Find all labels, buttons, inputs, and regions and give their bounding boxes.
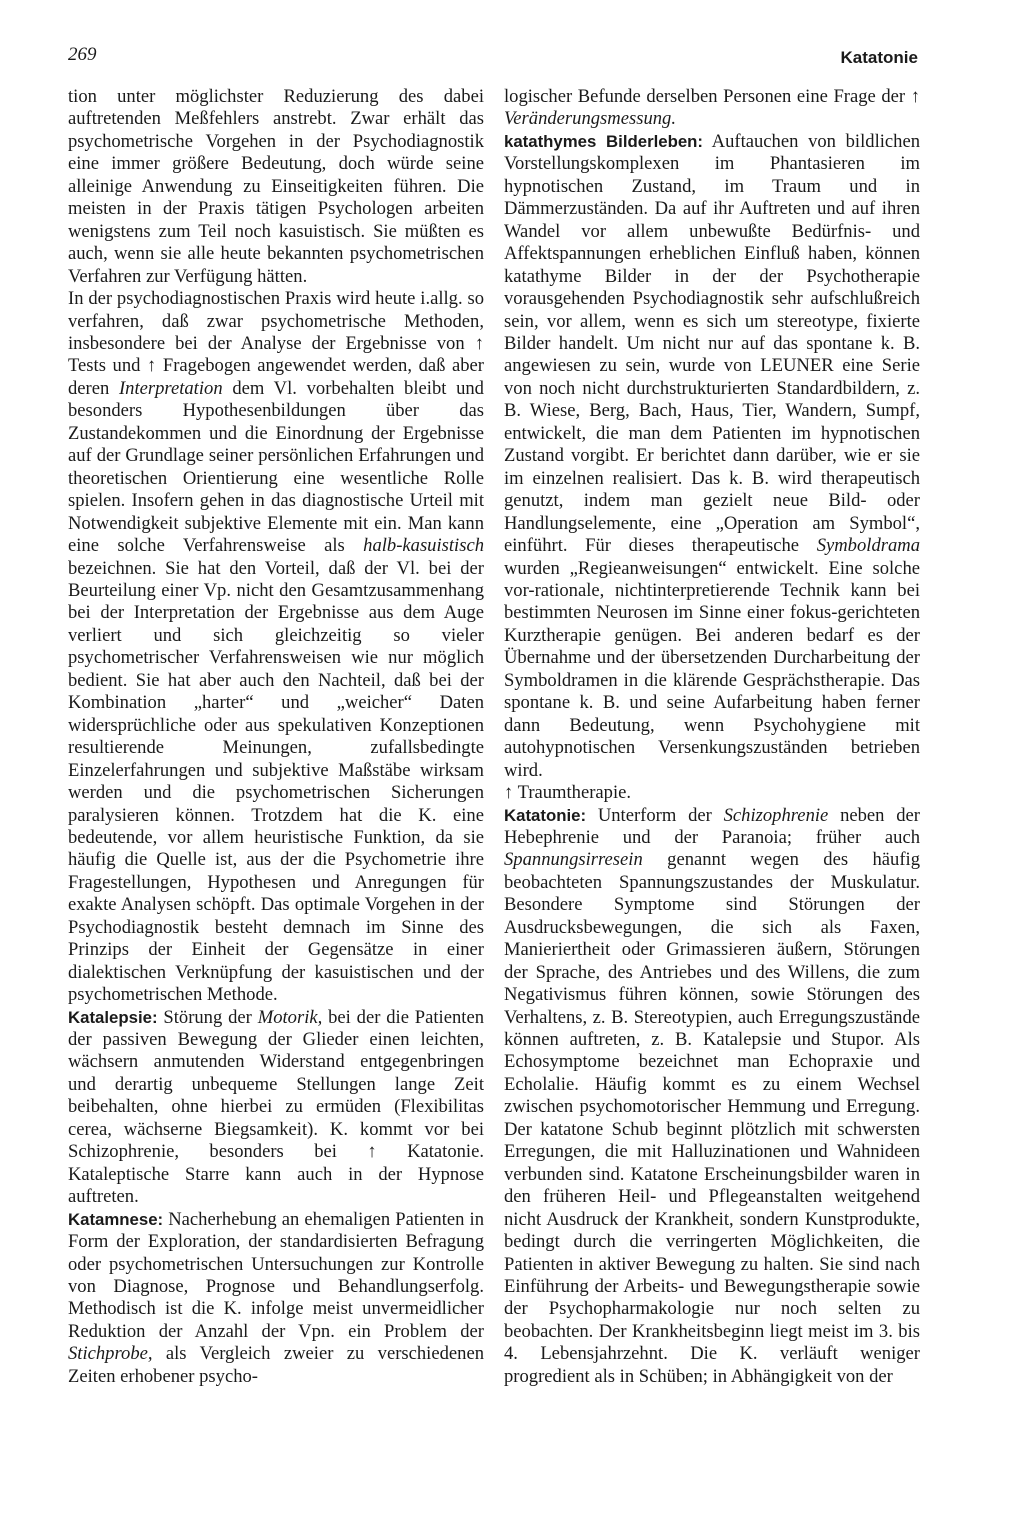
lemma-katatonie: Katatonie: [504,805,587,825]
term-spannungsirresein: Spannungsirresein [504,849,643,871]
text-run: als Vergleich zweier zu verschiedenen Zeiten erhobener psycho- [68,1343,484,1387]
term-veraenderungsmessung: Veränderungsmessung. [504,108,676,130]
text-run: In der psychodiagnostischen Praxis wird heute i.allg. so verfahren, daß zwar psychometrische Methoden, insbesondere bei der Analyse der Ergebnisse von ↑ Tests und ↑ Fragebogen angewendet werden, daß aber deren [68,288,484,399]
text-run: wurden „Regieanweisungen“ entwickelt. Eine solche vor-rationale, nichtinterpretierende Technik kann bei bestimmten Neurosen im Sinne einer fokus-gerichteten Kurztherapie genügen. Bei anderen bedarf es der Übernahme und der übersetzenden Durcharbeitung der Symboldramen in die klärende Gesprächstherapie. Das spontane k. B. und seine Aufarbeitung haben ferner dann Bedeutung, wenn Psychohygiene mit autohypnotischen Versenkungszuständen betrieben wird. [504,557,920,781]
text-run: Nacherhebung an ehemaligen Patienten in Form der Exploration, der standardisierten Befragung oder psychometrischen Untersuchungen zur Kontrolle von Diagnose, Prognose und Behandlungserfolg. Methodisch ist die K. infolge meist unvermeidlicher Reduktion der Anzahl der Vpn. ein Problem der [68,1208,484,1342]
entry-katalepsie [68,1007,484,1209]
right-column [504,86,920,1388]
text-run: neben der Hebephrenie und der Paranoia; früher auch [504,804,920,848]
term-motorik: Motorik, [257,1006,323,1028]
text-run: Störung der [157,1006,258,1028]
entry-katamnese [68,1209,484,1389]
term-halb-kasuistisch: halb-kasuistisch [363,535,484,557]
paragraph-psychodiagnostik-praxis [68,288,484,1007]
text-run: Auftauchen von bildlichen Vorstellungskomplexen im Phantasieren im hypnotischen Zustand, im Traum und in Dämmerzuständen. Da auf ihr Auftreten und auf ihren Wandel vor allem unbewußte Bedürfnis- und Affektspannungen erheblichen Einfluß haben, können katathyme Bilder in der der Psychotherapie vorausgehenden Psychodiagnostik sehr aufschlußreich sein, vor allem, wenn es sich um stereotype, fixierte Bilder handelt. Um nicht nur auf das spontane k. B. angewiesen zu sein, wurde von LEUNER eine Serie von noch nicht durchstrukturierten Standardbildern, z. B. Wiese, Berg, Bach, Haus, Tier, Wandern, Sumpf, entwickelt, die man dem Patienten im hypnotischen Zustand vorgibt. Er berichtet dann darüber, wie er sie im einzelnen realisiert. Das k. B. wird therapeutisch genutzt, indem man gezielt neue Bild- oder Handlungselemente, eine „Operation am Symbol“, einführt. Für dieses therapeutische [504,130,920,557]
text-run: bezeichnen. Sie hat den Vorteil, daß der Vl. bei der Beurteilung einer Vp. nicht den Gesamtzusammenhang bei der Interpretation der Ergebnisse aus dem Auge verliert und sich gleichzeitig so vieler psychometrischer Verfahrensweisen wie nur möglich bedient. Sie hat aber auch den Nachteil, daß bei der Kombination „harter“ und „weicher“ Daten widersprüchliche oder aus spekulativen Konzeptionen resultierende Meinungen, zufallsbedingte Einzelerfahrungen und subjektive Maßstäbe wirksam werden und die psychometrischen Sicherungen paralysieren können. Trotzdem hat die K. eine bedeutende, vor allem heuristische Funktion, da sie häufig die Quelle ist, aus der die Psychometrie ihre Fragestellungen, Hypothesen und Anregungen für exakte Analysen schöpft. Das optimale Vorgehen in der Psychodiagnostik besteht demnach im Sinne des Prinzips der Einheit der Gegensätze in einer dialektischen Verknüpfung der kasuistischen und der psychometrischen Methode. [68,557,484,1006]
lemma-katamnese: Katamnese: [68,1209,164,1229]
text-run: Unterform der [586,804,724,826]
running-head: Katatonie [840,48,918,67]
term-symboldrama: Symboldrama [816,535,920,557]
term-schizophrenie: Schizophrenie [723,804,829,826]
text-run: bei der die Patienten der passiven Bewegung der Glieder einen leichten, wächsern anmutenden Widerstand entgegenbringen und derartig unbequeme Stellungen lange Zeit beibehalten, ohne hierbei zu ermüden (Flexibilitas cerea, wächserne Biegsamkeit). K. kommt vor bei Schizophrenie, besonders bei ↑ Katatonie. Kataleptische Starre kann auch in der Hypnose auftreten. [68,1006,484,1208]
entry-katathymes-bilderleben [504,131,920,782]
left-column [68,86,484,1388]
text-run: logischer Befunde derselben Personen eine Frage der ↑ [504,86,920,107]
lemma-katathymes-bilderleben: katathymes Bilderleben: [504,131,704,151]
text-run: genannt wegen des häufig beobachteten Spannungszustandes der Muskulatur. Besondere Symptome sind Störungen der Ausdrucksbewegungen, die sich als Faxen, Manieriertheit oder Grimassieren äußern, Störungen der Sprache, des Antriebes und des Willens, die zum Negativismus führen können, sowie Störungen des Verhaltens, z. B. Stereotypien, auch Erregungszustände können auftreten, z. B. Katalepsie und Stupor. Als Echosymptome bezeichnet man Echopraxie und Echolalie. Häufig kommt es zu einem Wechsel zwischen psychomotorischer Hemmung und Erregung. Der katatone Schub beginnt plötzlich mit schwersten Erregungen, die mit Halluzinationen und Wahnideen verbunden sind. Katatone Erscheinungsbilder waren in den früheren Heil- und Pflegeanstalten weitgehend nicht Ausdruck der Krankheit, sondern Kunstprodukte, bedingt durch die verringerten Möglichkeiten, die Patienten in aktiver Bewegung zu halten. Sie sind nach Einführung der Arbeits- und Bewegungstherapie sowie der Psychopharmakologie nur noch selten zu beobachten. Der Krankheitsbeginn liegt meist im 3. bis 4. Lebensjahrzehnt. Die K. verläuft weniger progredient als in Schüben; in Abhängigkeit von der [504,849,920,1387]
lemma-katalepsie: Katalepsie: [68,1007,158,1027]
page-number: 269 [68,44,97,65]
term-stichprobe: Stichprobe, [68,1343,153,1365]
term-interpretation: Interpretation [118,377,223,399]
paragraph-kasuistik-end: tion unter möglichster Reduzierung des dabei auftretenden Meßfehlers anstrebt. Zwar erhält das psychometrische Vorgehen in der Psychodiagnostik eine immer größere Bedeutung, doch würde seine alleinige Anwendung zu Einseitigkeiten führen. Die meisten in der Praxis tätigen Psychologen arbeiten wenigstens zum Teil noch kasuistisch. Sie müßten es auch, wenn sie alle heute bekannten psychometrischen Verfahren zur Verfügung hätten. [68,86,484,287]
text-run: dem Vl. vorbehalten bleibt und besonders Hypothesenbildungen über das Zustandekommen und die Einordnung der Ergebnisse auf der Grundlage seiner persönlichen Erfahrungen und theoretischen Orientierung eine wesentliche Rolle spielen. Insofern gehen in das diagnostische Urteil mit Notwendigkeit subjektive Elemente mit ein. Man kann eine solche Verfahrensweise als [68,377,484,557]
cross-reference-traumtherapie: ↑ Traumtherapie. [504,782,632,804]
entry-katatonie [504,805,920,1389]
paragraph-katamnese-continued [504,86,920,131]
